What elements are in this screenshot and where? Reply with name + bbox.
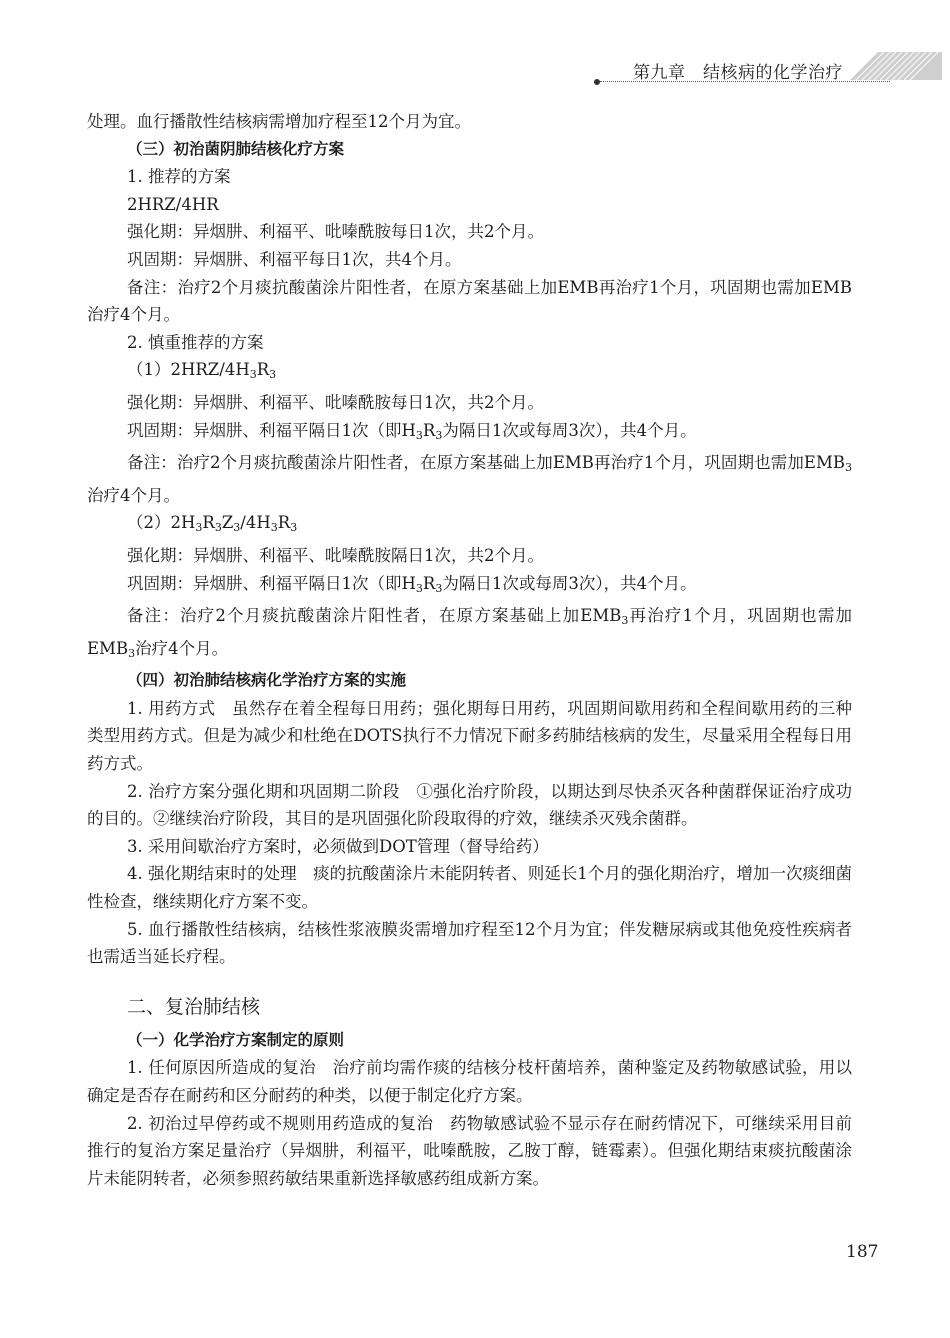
page-body <box>87 108 852 1192</box>
regimen-formula: $(1)2HRZ/4H_3R_3$ <box>127 360 277 382</box>
page-number: 187 <box>846 1242 879 1262</box>
header-stripes-decoration <box>850 52 942 80</box>
paragraph: 备注：治疗2个月痰抗酸菌涂片阳性者，在原方案基础上加$EMB_3$再治疗1个月，巩固期也需加$EMB_3$治疗4个月。 <box>87 606 853 660</box>
paragraph: 2. 慎重推荐的方案 <box>127 332 264 352</box>
paragraph: 4. 强化期结束时的处理 痰的抗酸菌涂片未能阴转者、则延长1个月的强化期治疗，增加一次痰细菌性检查，继续期化疗方案不变。 <box>87 864 852 912</box>
paragraph: 2. 初治过早停药或不规则用药造成的复治 药物敏感试验不显示存在耐药情况下，可继续采用目前推行的复治方案足量治疗（异烟肼，利福平，吡嗪酰胺，乙胺丁醇，链霉素）。但强化期结束痰抗酸菌涂片未能阴转者，必须参照药敏结果重新选择敏感药组成新方案。 <box>87 1113 852 1188</box>
paragraph: 巩固期：异烟肼、利福平隔日1次（即$H_3R_3$为隔日1次或每周3次），共4个月。 <box>127 420 697 442</box>
chapter-title: 第九章 结核病的化学治疗 <box>633 63 843 83</box>
header-dot <box>594 79 600 85</box>
section-heading: （一）化学治疗方案制定的原则 <box>127 1030 345 1049</box>
paragraph: 强化期：异烟肼、利福平、吡嗪酰胺隔日1次，共2个月。 <box>127 545 544 565</box>
section-heading: （三）初治菌阴肺结核化疗方案 <box>127 139 345 158</box>
regimen-formula: 2HRZ/4HR <box>127 194 219 214</box>
paragraph: 巩固期：异烟肼、利福平隔日1次（即$H_3R_3$为隔日1次或每周3次），共4个月。 <box>127 573 697 595</box>
paragraph: 处理。血行播散性结核病需增加疗程至12个月为宜。 <box>87 112 471 131</box>
header-rule <box>600 81 890 82</box>
paragraph: 巩固期：异烟肼、利福平每日1次，共4个月。 <box>127 249 462 269</box>
paragraph: 3. 采用间歇治疗方案时，必须做到DOT管理（督导给药） <box>127 836 549 856</box>
paragraph: 2. 治疗方案分强化期和巩固期二阶段 ①强化治疗阶段，以期达到尽快杀灭各种菌群保证治疗成功的目的。②继续治疗阶段，其目的是巩固强化阶段取得的疗效，继续杀灭残余菌群。 <box>87 781 852 829</box>
paragraph: 备注：治疗2个月痰抗酸菌涂片阳性者，在原方案基础上加EMB再治疗1个月，巩固期也需加EMB治疗4个月。 <box>87 277 852 325</box>
paragraph: 1. 推荐的方案 <box>127 167 231 187</box>
paragraph: 5. 血行播散性结核病，结核性浆液膜炎需增加疗程至12个月为宜；伴发糖尿病或其他免疫性疾病者也需适当延长疗程。 <box>87 919 852 967</box>
regimen-formula: $(2)2H_3R_3Z_3/4H_3R_3$ <box>127 513 298 535</box>
paragraph: 强化期：异烟肼、利福平、吡嗪酰胺每日1次，共2个月。 <box>127 222 544 242</box>
paragraph: 1. 任何原因所造成的复治 治疗前均需作痰的结核分枝杆菌培养，菌种鉴定及药物敏感试验，用以确定是否存在耐药和区分耐药的种类，以便于制定化疗方案。 <box>87 1058 852 1105</box>
paragraph: 强化期：异烟肼、利福平、吡嗪酰胺每日1次，共2个月。 <box>127 392 544 412</box>
paragraph: 1. 用药方式 虽然存在着全程每日用药；强化期每日用药，巩固期间歇用药和全程间歇用药的三种类型用药方式。但是为减少和杜绝在DOTS执行不力情况下耐多药肺结核病的发生，尽量采用全程每日用药方式。 <box>87 698 852 774</box>
paragraph: 备注：治疗2个月痰抗酸菌涂片阳性者，在原方案基础上加EMB再治疗1个月，巩固期也需加$EMB_3$治疗4个月。 <box>87 453 852 505</box>
chapter-section-heading: 二、复治肺结核 <box>127 995 261 1018</box>
section-heading: （四）初治肺结核病化学治疗方案的实施 <box>127 671 407 690</box>
